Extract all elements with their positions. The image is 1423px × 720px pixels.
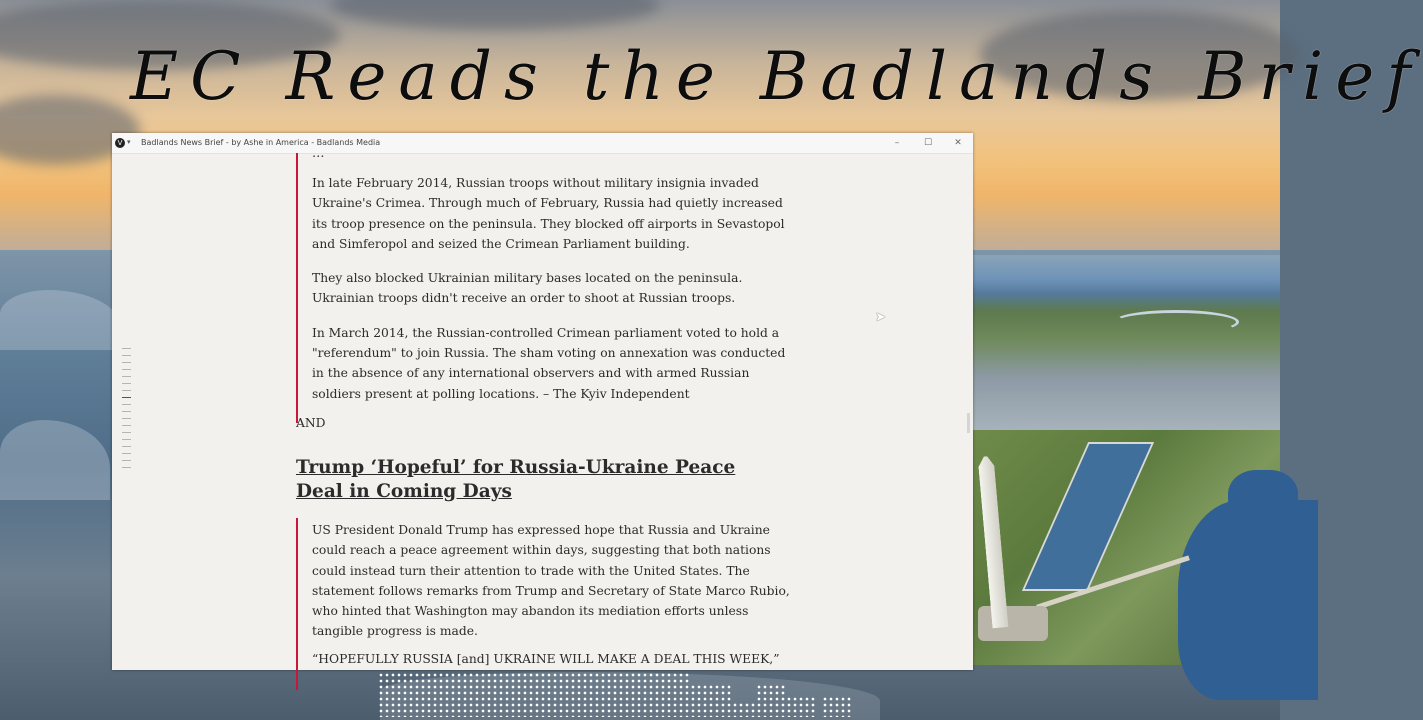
partial-line: …: [312, 145, 325, 160]
page-content[interactable]: [112, 145, 973, 670]
window-title: Badlands News Brief - by Ashe in America - Badlands Media: [141, 138, 381, 147]
obelisk: [978, 456, 1009, 629]
audio-waveform: [378, 672, 853, 717]
lake: [1178, 500, 1318, 700]
quote-paragraph: US President Donald Trump has expressed hope that Russia and Ukraine could reach a peace agreement within days, suggesting that both nations could instead turn their attention to trade with the United States. The statement follows remarks from Trump and Secretary of State Marco Rubio, who hinted that Washington may abandon its mediation efforts unless tangible progress is made.: [312, 523, 790, 639]
maximize-button[interactable]: ☐: [923, 138, 933, 148]
lake: [1228, 470, 1298, 530]
show-title: EC Reads the Badlands Brief: [130, 38, 1423, 115]
quote-paragraph: In late February 2014, Russian troops without military insignia invaded Ukraine's Crimea. Through much of February, Russia had quietly increased its troop presence on the peninsula. They blocked off airports in Sevastopol and Simferopol and seized the Crimean Parliament building.: [312, 176, 785, 251]
headline-link[interactable]: Trump ‘Hopeful’ for Russia-Ukraine Peace Deal in Coming Days: [296, 457, 736, 502]
river: [1113, 310, 1239, 334]
scrollbar-thumb[interactable]: [967, 413, 970, 433]
quote-paragraph: They also blocked Ukrainian military bases located on the peninsula. Ukrainian troops didn't receive an order to shoot at Russian troops.: [312, 271, 743, 306]
quote-paragraph-truncated: “HOPEFULLY RUSSIA [and] UKRAINE WILL MAKE A DEAL THIS WEEK,”: [312, 652, 780, 666]
browser-window: [112, 133, 973, 670]
plaza: [978, 606, 1048, 641]
vivaldi-logo-icon[interactable]: V: [115, 138, 125, 148]
quote-paragraph: In March 2014, the Russian-controlled Crimean parliament voted to hold a "referendum" to join Russia. The sham voting on annexation was conducted in the absence of any international observers and with armed Russian soldiers present at polling locations. – The Kyiv Independent: [312, 325, 786, 401]
reflecting-pool: [1022, 442, 1154, 591]
chevron-down-icon[interactable]: ▾: [127, 138, 131, 146]
and-separator: AND: [296, 416, 326, 430]
monument-aerial-photo: [973, 430, 1280, 665]
window-titlebar[interactable]: [112, 133, 973, 154]
close-button[interactable]: ✕: [954, 138, 962, 148]
minimize-button[interactable]: –: [894, 138, 900, 148]
landscape-panel: [973, 255, 1280, 430]
table-of-contents-rail[interactable]: [122, 348, 132, 474]
cursor-arrow-icon: ➤: [875, 310, 886, 325]
blockquote-crimea: [296, 153, 790, 423]
